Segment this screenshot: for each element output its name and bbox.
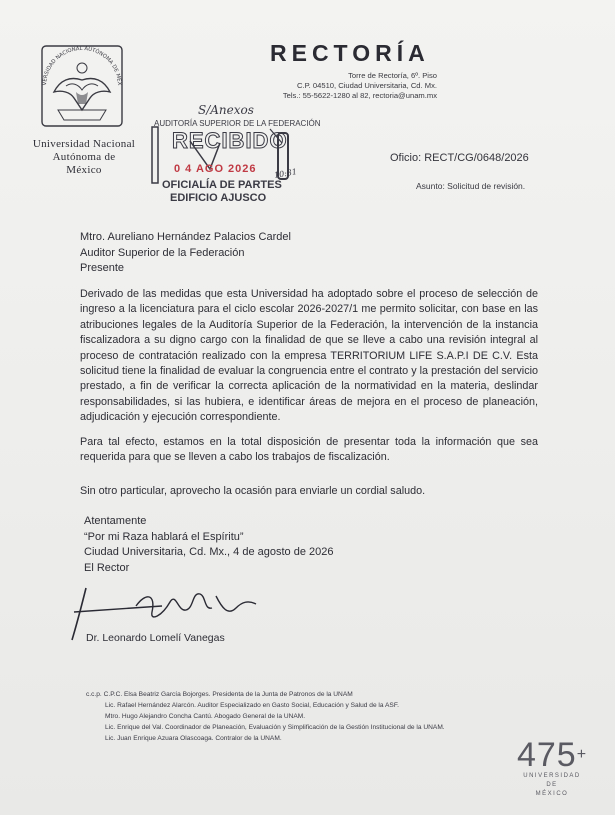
stamp-office: OFICIALÍA DE PARTES [162,179,282,191]
recipient-block [80,230,291,277]
closing-motto: “Por mi Raza hablará el Espíritu” [84,530,244,543]
recipient-presente: Presente [80,262,125,274]
ccp-line-3: Mtro. Hugo Alejandro Concha Cantú. Abogado General de la UNAM. [105,713,306,720]
address-line-1: Torre de Rectoría, 6º. Piso [348,71,437,80]
office-title: RECTORÍA [270,40,430,66]
body-paragraph-3: Sin otro particular, aprovecho la ocasión para enviarle un cordial saludo. [80,485,426,497]
body-paragraph-2: Para tal efecto, estamos en la total disposición de presentar toda la información que sea requerida para que se lleven a cabo los trabajos de fiscalización. [80,436,538,464]
office-address [226,71,437,101]
ccp-line-4: Lic. Enrique del Val. Coordinador de Planeación, Evaluación y Simplificación de la Gestión Institucional de la UNAM. [105,724,445,731]
ccp-recipient: C.P.C. Elsa Beatriz García Bojorges. Presidenta de la Junta de Patronos de la UNAM [103,691,353,698]
received-stamp [150,103,321,211]
closing-block [84,514,333,576]
anniversary-logo [506,738,598,799]
anniversary-line-2: DE [546,782,558,788]
address-line-2: C.P. 04510, Ciudad Universitaria, Cd. Mx. [297,81,437,90]
body-paragraph-1: Derivado de las medidas que esta Universidad ha adoptado sobre el proceso de selección de ingreso a la licenciatura para el ciclo escolar 2026-2027/1 me permito solicitar, con base en las atribuciones legales de la Auditoría Superior de la Federación, la intervención de la instancia fiscalizadora a su digno cargo con la finalidad de que se lleve a cabo una revisión integral al proceso de contratación realizado con la empresa TERRITORIUM LIFE S.A.P.I DE C.V. Esta solicitud tiene la finalidad de evaluar la congruencia entre el contrato y la prestación del servicio prestado, a fin de verificar la correcta aplicación de la normatividad en la materia, deslindar responsabilidades, si las hubiera, e identificar áreas de mejora en el proceso de planeación, adjudicación y ejecución correspondiente. [80,288,538,424]
signer-name: Dr. Leonardo Lomelí Vanegas [86,632,225,644]
ccp-label: c.c.p. [86,691,102,698]
closing-atentamente: Atentamente [84,515,147,527]
recipient-role: Auditor Superior de la Federación [80,246,245,259]
university-line-2: Autónoma de [52,151,116,163]
subject-line: Asunto: Solicitud de revisión. [416,181,526,191]
closing-place-date: Ciudad Universitaria, Cd. Mx., 4 de agosto de 2026 [84,546,334,558]
stamp-institution: AUDITORÍA SUPERIOR DE LA FEDERACIÓN [154,119,321,128]
address-line-3: Tels.: 55-5622-1280 al 82, rectoria@unam.mx [282,91,437,100]
stamp-building: EDIFICIO AJUSCO [170,192,267,204]
recipient-name: Mtro. Aureliano Hernández Palacios Cardel [80,231,291,243]
university-line-3: México [66,164,102,176]
stamp-annex-handwriting: S/Anexos [198,103,254,117]
university-name [24,138,144,177]
ccp-line-1 [86,689,445,700]
university-line-1: Universidad Nacional [32,138,136,150]
ccp-line-2: Lic. Rafael Hernández Alarcón. Auditor Especializado en Gasto Social, Educación y Salud de la ASF. [105,702,399,709]
ccp-block [86,689,445,744]
anniversary-line-1: UNIVERSIDAD [523,773,581,779]
stamp-received: RECIBIDO [172,128,288,153]
anniversary-number: 475+ [516,736,588,774]
closing-role: El Rector [84,561,130,574]
unam-seal-icon [36,40,128,132]
stamp-date: 0 4 AGO 2026 [174,163,257,175]
anniversary-line-3: MÉXICO [535,791,569,797]
ccp-line-5: Lic. Juan Enrique Azuara Olascoaga. Contralor de la UNAM. [105,735,282,742]
oficio-number: Oficio: RECT/CG/0648/2026 [390,152,529,164]
seal-text: VERSIDAD NACIONAL AUTÓNOMA DE MÉX [41,45,123,86]
stamp-time-handwriting: 10:31 [273,167,298,180]
